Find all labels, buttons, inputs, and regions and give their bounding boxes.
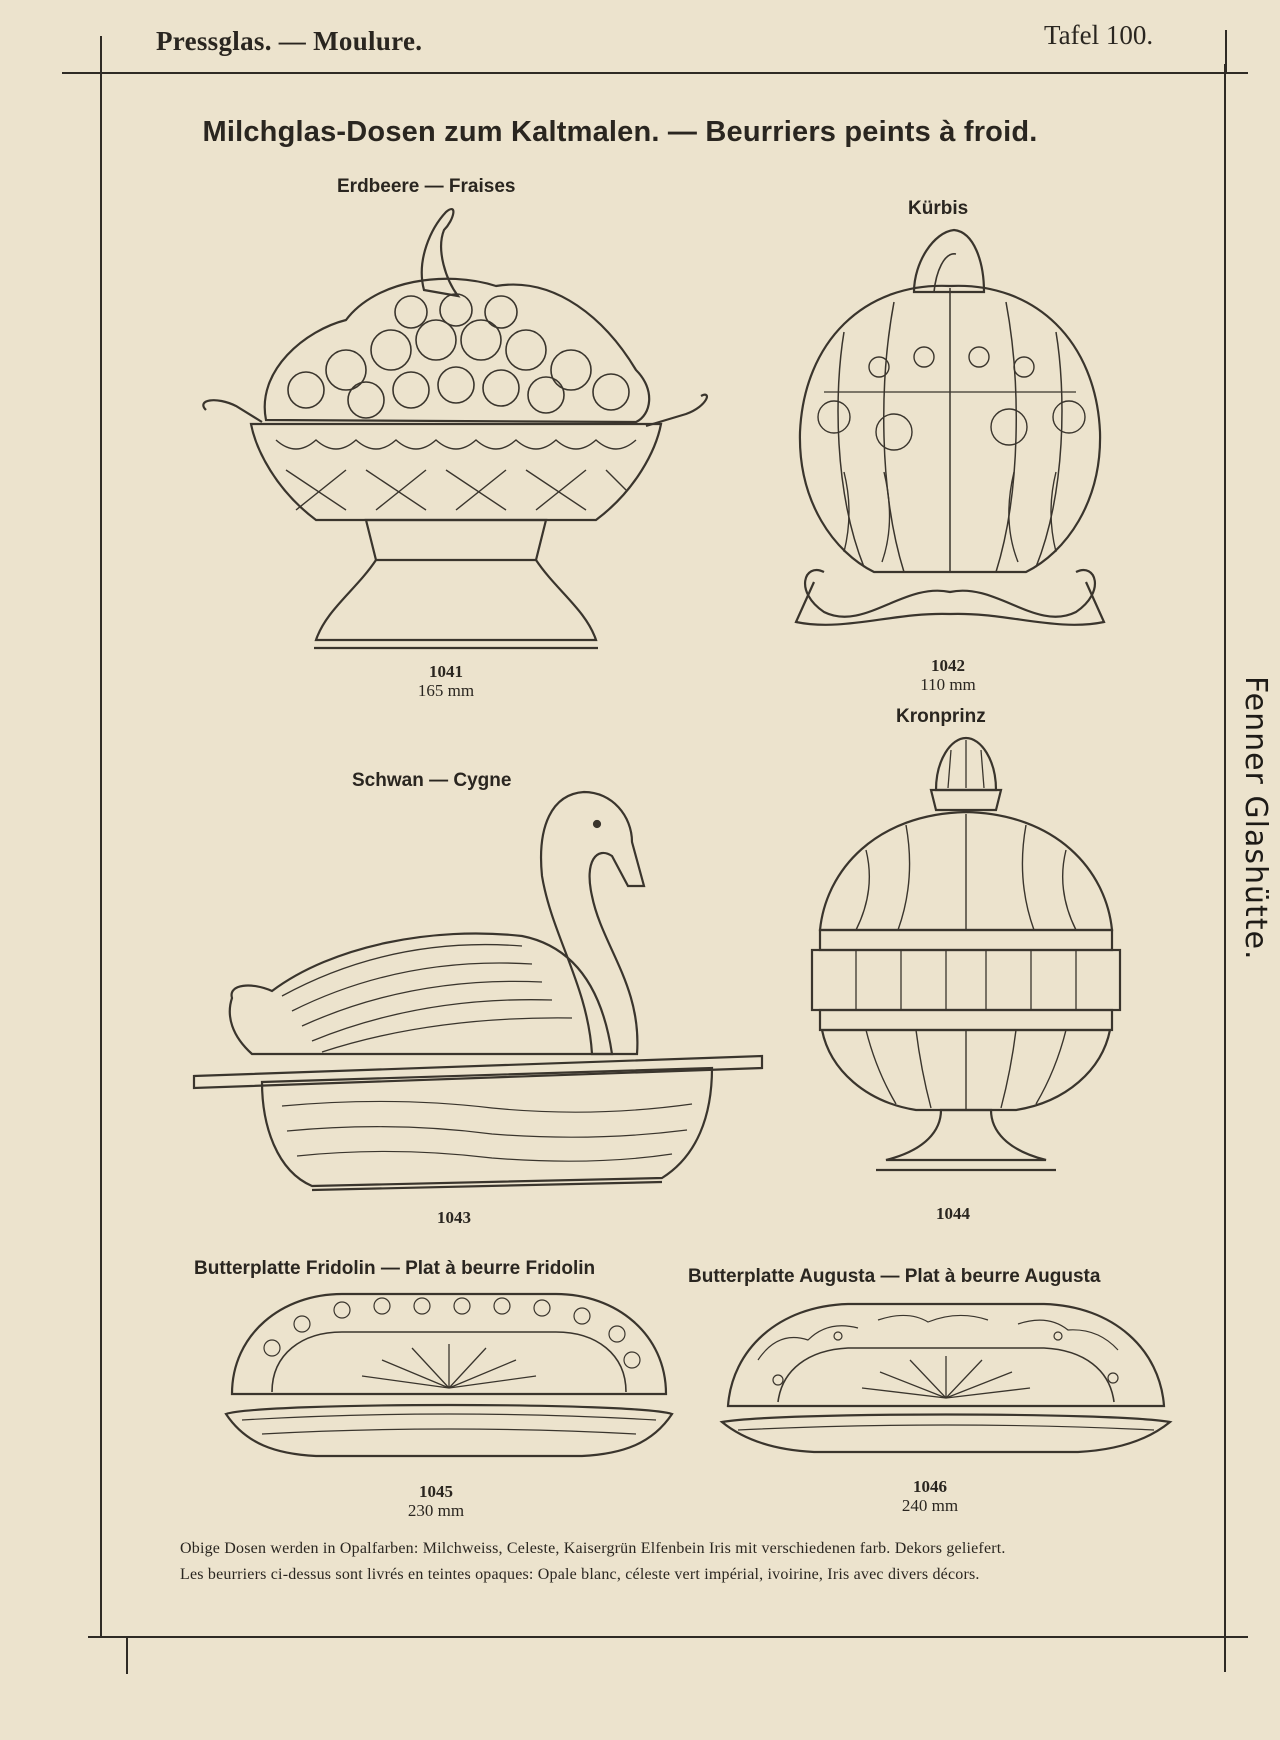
strawberry-dish-icon [196, 200, 712, 656]
header-title: Pressglas. — Moulure. [156, 26, 423, 56]
item-number-1044: 1044 [936, 1204, 970, 1223]
item-size-1045: 230 mm [407, 1501, 465, 1520]
fridolin-butter-plate-icon [222, 1284, 676, 1460]
footnote-french: Les beurriers ci-dessus sont livrés en teintes opaques: Opale blanc, céleste vert impérial, ivoirine, Iris avec divers décors. [180, 1566, 980, 1583]
item-label-erdbeere: Erdbeere — Fraises [337, 176, 516, 197]
side-brand: Fenner Glashütte. [1238, 676, 1273, 961]
augusta-butter-plate-icon [718, 1290, 1174, 1456]
page-title: Milchglas-Dosen zum Kaltmalen. — Beurriers peints à froid. [202, 116, 1038, 148]
item-number-1045: 1045 [419, 1482, 453, 1501]
item-number-1042: 1042 [931, 656, 965, 675]
item-label-fridolin: Butterplatte Fridolin — Plat à beurre Fridolin [194, 1258, 596, 1279]
kronprinz-dish-icon [806, 730, 1126, 1180]
item-label-schwan: Schwan — Cygne [352, 770, 512, 791]
header-left-tick [100, 36, 102, 76]
item-size-1041: 165 mm [417, 681, 475, 700]
footer-rule [88, 1636, 1248, 1638]
plate-number: Tafel 100. [1044, 20, 1154, 50]
frame-right-rule [1224, 64, 1226, 1672]
item-size-1042: 110 mm [920, 675, 976, 694]
item-label-kronprinz: Kronprinz [896, 706, 986, 727]
item-number-1041: 1041 [429, 662, 463, 681]
footer-left-tick [126, 1638, 128, 1674]
item-number-1043: 1043 [437, 1208, 471, 1227]
frame-left-rule [100, 72, 102, 1638]
swan-dish-icon [192, 786, 764, 1196]
footnote-german: Obige Dosen werden in Opalfarben: Milchweiss, Celeste, Kaisergrün Elfenbein Iris mit verschiedenen farb. Dekors geliefert. [180, 1540, 1006, 1557]
item-label-augusta: Butterplatte Augusta — Plat à beurre Augusta [688, 1266, 1101, 1287]
item-number-1046: 1046 [913, 1477, 947, 1496]
pumpkin-dish-icon [784, 222, 1116, 642]
header-rule [62, 72, 1248, 74]
item-label-kuerbis: Kürbis [908, 198, 969, 219]
item-size-1046: 240 mm [901, 1496, 959, 1515]
